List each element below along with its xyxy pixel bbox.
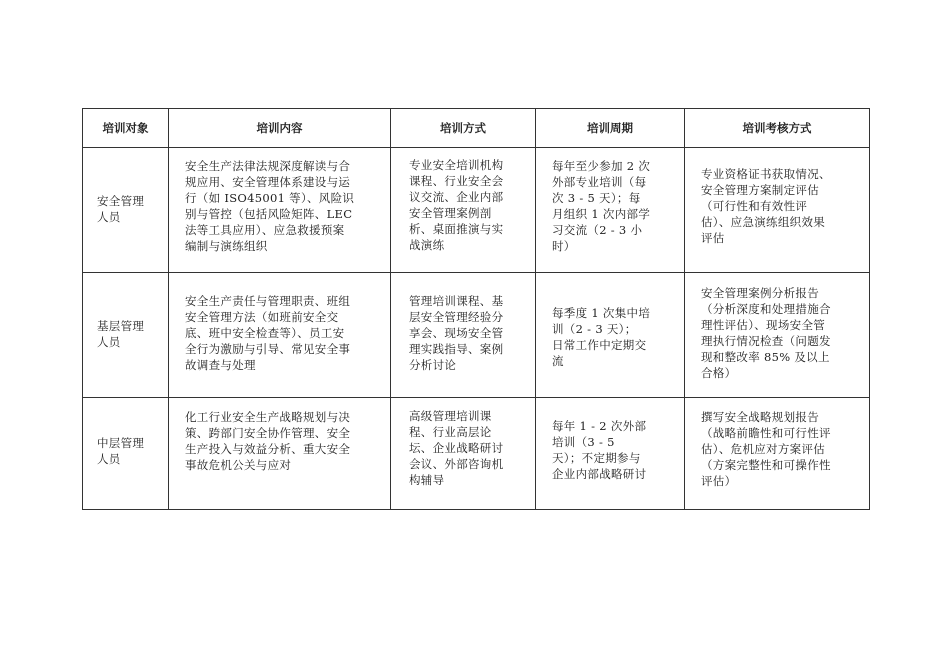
cell-text: 每年至少参加 2 次 外部专业培训（每 次 3 - 5 天）；每 月组织 1 次内部学 习交流（2 - 3 小 时） (552, 159, 651, 253)
cell-target (83, 398, 169, 510)
cell-content (169, 148, 391, 273)
table-row (83, 148, 870, 273)
cell-method (391, 148, 536, 273)
training-plan-table (82, 108, 870, 510)
cell-text: 基层管理 人员 (97, 319, 145, 349)
cell-target (83, 273, 169, 398)
cell-method (391, 273, 536, 398)
cell-text: 安全生产责任与管理职责、班组 安全管理方法（如班前安全交 底、班中安全检查等）、员工安 全行为激励与引导、常见安全事 故调查与处理 (185, 294, 351, 372)
cell-content (169, 398, 391, 510)
table-row (83, 273, 870, 398)
cell-text: 中层管理 人员 (97, 436, 145, 466)
table-row (83, 398, 870, 510)
cell-text: 安全生产法律法规深度解读与合 规应用、安全管理体系建设与运 行（如 ISO45001 等）、风险识 别与管控（包括风险矩阵、LEC 法等工具应用）、应急救援预案 编制与演练组织 (185, 159, 355, 253)
cell-assessment (685, 398, 870, 510)
cell-target (83, 148, 169, 273)
cell-text: 每季度 1 次集中培 训（2 - 3 天）； 日常工作中定期交 流 (552, 306, 651, 368)
table-header-row (83, 109, 870, 148)
cell-text: 高级管理培训课 程、行业高层论 坛、企业战略研讨 会议、外部咨询机 构辅导 (409, 409, 504, 487)
cell-cycle (536, 273, 685, 398)
cell-text: 安全管理案例分析报告 （分析深度和处理措施合 理性评估）、现场安全管 理执行情况检查（问题发 现和整改率 85% 及以上 合格） (701, 286, 831, 380)
cell-assessment (685, 148, 870, 273)
cell-text: 每年 1 - 2 次外部 培训（3 - 5 天）；不定期参与 企业内部战略研讨 (552, 419, 647, 481)
cell-text: 撰写安全战略规划报告 （战略前瞻性和可行性评 估）、危机应对方案评估 （方案完整性和可操作性 评估） (701, 410, 831, 488)
header-training-target: 培训对象 (83, 109, 169, 148)
cell-text: 专业资格证书获取情况、 安全管理方案制定评估 （可行性和有效性评 估）、应急演练组织效果 评估 (701, 167, 831, 245)
cell-cycle (536, 398, 685, 510)
header-training-cycle: 培训周期 (536, 109, 685, 148)
cell-text: 化工行业安全生产战略规划与决 策、跨部门安全协作管理、安全 生产投入与效益分析、重大安全 事故危机公关与应对 (185, 410, 351, 472)
cell-text: 管理培训课程、基 层安全管理经验分 享会、现场安全管 理实践指导、案例 分析讨论 (409, 294, 504, 372)
cell-content (169, 273, 391, 398)
cell-cycle (536, 148, 685, 273)
header-training-assessment: 培训考核方式 (685, 109, 870, 148)
cell-method (391, 398, 536, 510)
cell-text: 专业安全培训机构 课程、行业安全会 议交流、企业内部 安全管理案例剖 析、桌面推演与实 战演练 (409, 158, 504, 252)
cell-assessment (685, 273, 870, 398)
cell-text: 安全管理 人员 (97, 194, 145, 224)
header-training-method: 培训方式 (391, 109, 536, 148)
header-training-content: 培训内容 (169, 109, 391, 148)
